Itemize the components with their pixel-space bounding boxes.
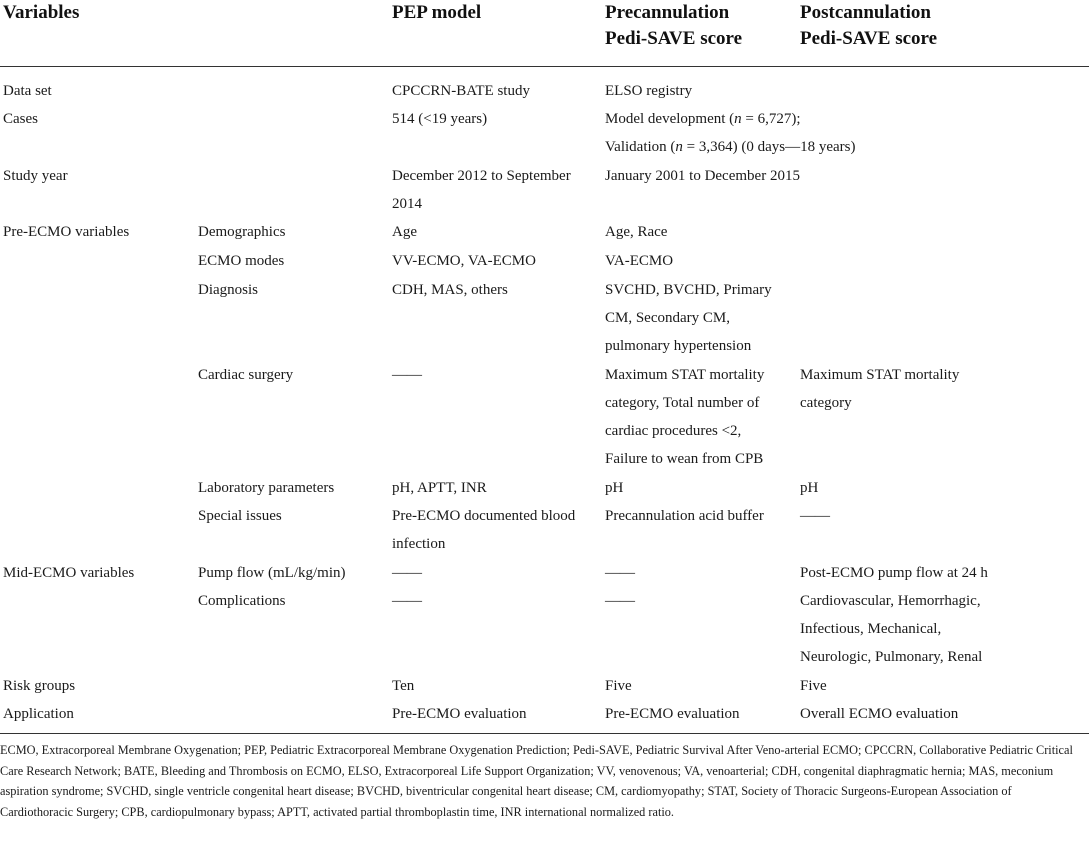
header-precannulation xyxy=(605,0,742,52)
cell-diagnosis-pep: CDH, MAS, others xyxy=(392,282,508,298)
cases-pre-line1: Model development (n = 6,727); xyxy=(605,111,801,127)
cell-demographics-pre: Age, Race xyxy=(605,224,668,240)
row-label-cases: Cases xyxy=(3,111,38,127)
cell-special-pre: Precannulation acid buffer xyxy=(605,508,764,524)
header-pre-line1: Precannulation xyxy=(605,2,730,23)
cell-risk-pre: Five xyxy=(605,678,632,694)
sub-demographics: Demographics xyxy=(198,224,286,240)
cases-pre-line2: Validation (n = 3,364) (0 days—18 years) xyxy=(605,139,856,155)
cell-data-set-pep: CPCCRN-BATE study xyxy=(392,83,530,99)
header-pre-line2: Pedi-SAVE score xyxy=(605,28,743,49)
sub-complications: Complications xyxy=(198,593,286,609)
header-variables: Variables xyxy=(3,2,80,23)
sub-diagnosis: Diagnosis xyxy=(198,282,258,298)
row-label-application: Application xyxy=(3,706,74,722)
sub-cardiac-surgery: Cardiac surgery xyxy=(198,367,294,383)
bottom-rule xyxy=(0,733,1089,734)
cell-study-year-pep: December 2012 to September 2014 xyxy=(392,168,571,212)
cell-cardiac-pep: —— xyxy=(392,367,422,383)
header-post-line2: Pedi-SAVE score xyxy=(800,28,938,49)
row-label-mid-ecmo: Mid-ECMO variables xyxy=(3,565,135,581)
cell-pump-pre: —— xyxy=(605,565,635,581)
cell-risk-pep: Ten xyxy=(392,678,415,694)
cell-special-post: —— xyxy=(800,508,830,524)
cell-lab-pep: pH, APTT, INR xyxy=(392,480,487,496)
header-post-line1: Postcannulation xyxy=(800,2,931,23)
cell-cardiac-pre: Maximum STAT mortality category, Total number of cardiac procedures <2, Failure to wean from CPB xyxy=(605,367,765,467)
cell-modes-pep: VV-ECMO, VA-ECMO xyxy=(392,253,536,269)
row-label-pre-ecmo: Pre-ECMO variables xyxy=(3,224,130,240)
sub-pump-flow: Pump flow (mL/kg/min) xyxy=(198,565,346,581)
cell-risk-post: Five xyxy=(800,678,827,694)
cell-lab-pre: pH xyxy=(605,480,624,496)
cell-special-pep: Pre-ECMO documented blood infection xyxy=(392,508,576,552)
cell-diagnosis-pre: SVCHD, BVCHD, Primary CM, Secondary CM, pulmonary hypertension xyxy=(605,282,772,354)
header-rule xyxy=(0,66,1089,67)
cell-demographics-pep: Age xyxy=(392,224,417,240)
cell-pump-post: Post-ECMO pump flow at 24 h xyxy=(800,565,988,581)
cell-application-pep: Pre-ECMO evaluation xyxy=(392,706,527,722)
table-footnote: ECMO, Extracorporeal Membrane Oxygenation; PEP, Pediatric Extracorporeal Membrane Oxygenation Prediction; Pedi-SAVE, Pediatric Survival After Veno-arterial ECMO; CPCCRN, Collaborative Pediatric Critical Care Research Network; BATE, Bleeding and Thrombosis on ECMO, ELSO, Extracorporeal Life Support Organization; VV, venovenous; VA, venoarterial; CDH, congenital diaphragmatic hernia; MAS, meconium aspiration syndrome; SVCHD, single ventricle congenital heart disease; BVCHD, biventricular congenital heart disease; CM, cardiomyopathy; STAT, Society of Thoracic Surgeons-European Association of Cardiothoracic Surgery; CPB, cardiopulmonary bypass; APTT, activated partial thromboplastin time, INR international normalized ratio. xyxy=(0,743,1073,819)
sub-ecmo-modes: ECMO modes xyxy=(198,253,285,269)
cell-cases-pre xyxy=(605,105,856,161)
sub-special-issues: Special issues xyxy=(198,508,282,524)
cell-application-pre: Pre-ECMO evaluation xyxy=(605,706,740,722)
cell-lab-post: pH xyxy=(800,480,819,496)
header-postcannulation xyxy=(800,0,937,52)
cell-modes-pre: VA-ECMO xyxy=(605,253,674,269)
cell-cardiac-post: Maximum STAT mortality category xyxy=(800,367,960,411)
row-label-data-set: Data set xyxy=(3,83,52,99)
cell-study-year-pre: January 2001 to December 2015 xyxy=(605,168,800,184)
cell-pump-pep: —— xyxy=(392,565,422,581)
header-pep-model: PEP model xyxy=(392,2,482,23)
cell-complications-pre: —— xyxy=(605,593,635,609)
row-label-study-year: Study year xyxy=(3,168,68,184)
cell-complications-pep: —— xyxy=(392,593,422,609)
cell-data-set-pre: ELSO registry xyxy=(605,83,693,99)
sub-laboratory: Laboratory parameters xyxy=(198,480,335,496)
cell-application-post: Overall ECMO evaluation xyxy=(800,706,959,722)
cell-cases-pep: 514 (<19 years) xyxy=(392,111,488,127)
row-label-risk-groups: Risk groups xyxy=(3,678,76,694)
cell-complications-post: Cardiovascular, Hemorrhagic, Infectious, Mechanical, Neurologic, Pulmonary, Renal xyxy=(800,593,983,665)
